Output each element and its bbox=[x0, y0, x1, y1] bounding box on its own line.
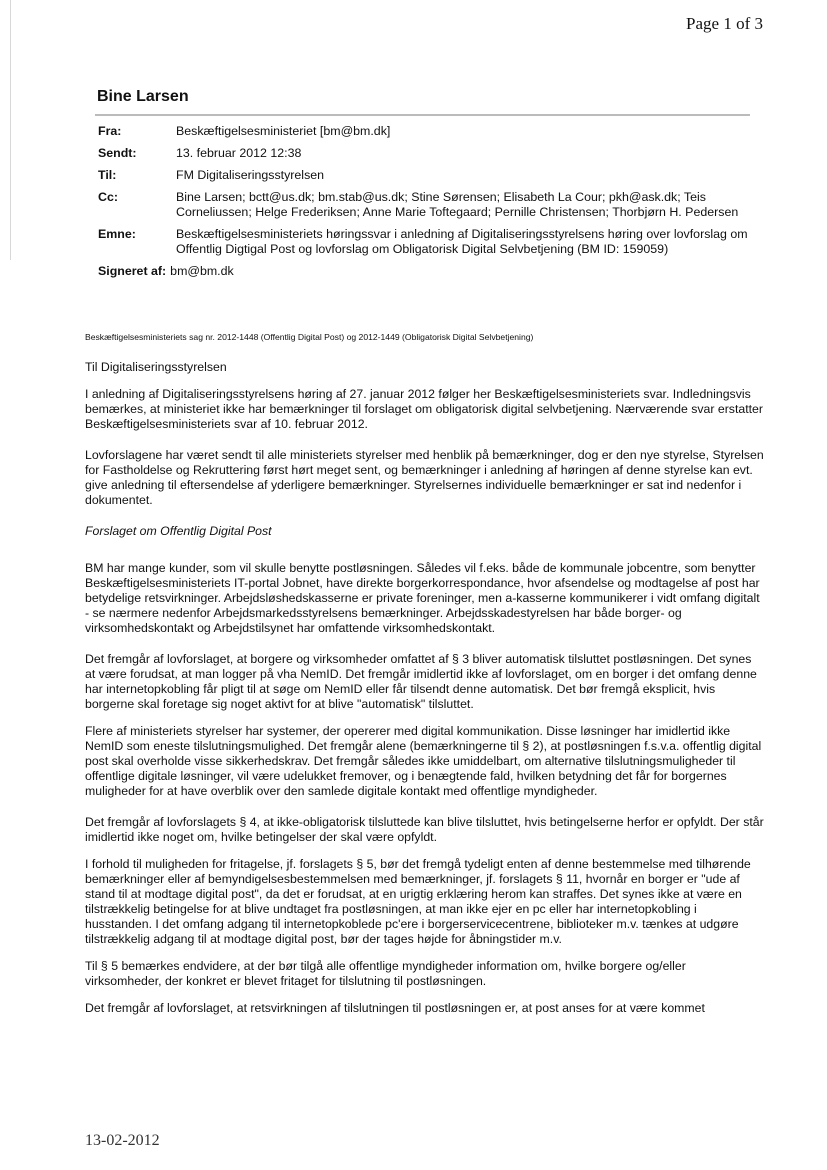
header-row-subject bbox=[98, 227, 758, 257]
header-row-from bbox=[98, 124, 758, 139]
cc-value: Bine Larsen; bctt@us.dk; bm.stab@us.dk; Stine Sørensen; Elisabeth La Cour; pkh@ask.dk; Teis Corneliussen; Helge Frederiksen; Anne Marie Toftegaard; Pernille Christensen; Thorbjørn H. Pedersen bbox=[176, 190, 739, 219]
cc-label: Cc: bbox=[98, 190, 118, 204]
paragraph: Flere af ministeriets styrelser har systemer, der opererer med digital kommunikation. Disse løsninger har imidlertid ikke NemID som eneste tilslutningsmulighed. Det fremgår alene (bemærkningerne til § 2), at postløsningen f.s.v.a. offentlig digital post skal overholde visse sikkerhedskrav. Det fremgår således ikke umiddelbart, om alternative tilslutningsmuligheder til offentlige digitale løsninger, vil være udelukket fremover, og i benægtende fald, hvilken betydning det får for borgernes muligheder for at have overblik over den samlede digitale kontakt med offentlige myndigheder. bbox=[85, 724, 762, 798]
paragraph: Det fremgår af lovforslaget, at borgere og virksomheder omfattet af § 3 bliver automatisk tilsluttet postløsningen. Det synes at være forudsat, at man logger på vha NemID. Det fremgår imidlertid ikke af lovforslaget, om en borger i det omfang denne har internetopkobling får pligt til at søge om NemID eller får tilsendt denne automatisk. Det bør fremgå eksplicit, hvis borgerne skal foretage sig noget aktivt for at blive "automatisk" tilsluttet. bbox=[85, 652, 757, 711]
page-number: Page 1 of 3 bbox=[686, 14, 763, 33]
header-row-to bbox=[98, 168, 758, 183]
header-row-sent bbox=[98, 146, 758, 161]
case-reference: Beskæftigelsesministeriets sag nr. 2012-1448 (Offentlig Digital Post) og 2012-1449 (Obligatorisk Digital Selvbetjening) bbox=[85, 332, 534, 342]
paragraph: I forhold til muligheden for fritagelse, jf. forslagets § 5, bør det fremgå tydeligt enten af denne bestemmelse med tilhørende bemærkninger eller af bemyndigelsesbestemmelsen med bemærkninger, jf. forslagets § 11, hvornår en borger er "ude af stand til at modtage digital post", da det er forudsat, at en urigtig erklæring herom kan straffes. Det synes ikke at være en tilstrækkelig betingelse for at blive undtaget fra postløsningen, at man ikke ejer en pc eller har internetopkobling i husstanden. I det omfang adgang til internetopkoblede pc'ere i borgerservicecentrene, biblioteker m.v. tænkes at udgøre tilstrækkelig adgang til at modtage digital post, bør der tages højde for åbningstider m.v. bbox=[85, 857, 751, 946]
signed-label: Signeret af: bbox=[98, 264, 167, 278]
footer-date: 13-02-2012 bbox=[85, 1132, 160, 1149]
sent-value: 13. februar 2012 12:38 bbox=[176, 146, 302, 160]
sent-label: Sendt: bbox=[98, 146, 137, 160]
from-value: Beskæftigelsesministeriet [bm@bm.dk] bbox=[176, 124, 391, 138]
paragraph: Til § 5 bemærkes endvidere, at der bør tilgå alle offentlige myndigheder information om, hvilke borgere og/eller virksomheder, der konkret er blevet fritaget for tilslutning til postløsningen. bbox=[85, 959, 686, 988]
paragraph: Det fremgår af lovforslagets § 4, at ikke-obligatorisk tilsluttede kan blive tilsluttet, hvis betingelserne herfor er opfyldt. Der står imidlertid ikke noget om, hvilke betingelser der skal være opfyldt. bbox=[85, 815, 764, 844]
signed-value: bm@bm.dk bbox=[170, 264, 234, 278]
header-row-cc bbox=[98, 190, 758, 220]
subject-label: Emne: bbox=[98, 227, 136, 241]
salutation: Til Digitaliseringsstyrelsen bbox=[85, 360, 227, 374]
to-value: FM Digitaliseringsstyrelsen bbox=[176, 168, 325, 182]
scan-edge-line bbox=[10, 0, 11, 260]
email-header bbox=[98, 124, 758, 286]
paragraph: Lovforslagene har været sendt til alle ministeriets styrelser med henblik på bemærkninger, dog er den nye styrelse, Styrelsen for Fastholdelse og Rekruttering først hørt meget sent, og bemærkninger i anledning af høringen af denne styrelse kan evt. give anledning til eftersendelse af yderligere bemærkninger. Styrelsernes individuelle bemærkninger er sat ind nedenfor i dokumentet. bbox=[85, 448, 764, 507]
subject-value: Beskæftigelsesministeriets høringssvar i anledning af Digitaliseringsstyrelsens høring over lovforslag om Offentlig Digtigal Post og lovforslag om Obligatorisk Digital Selvbetjening (BM ID: 159059) bbox=[176, 227, 748, 256]
paragraph: Det fremgår af lovforslaget, at retsvirkningen af tilslutningen til postløsningen er, at post anses for at være kommet bbox=[85, 1001, 705, 1015]
header-row-signed bbox=[98, 264, 758, 279]
header-divider bbox=[95, 114, 750, 116]
section-title: Forslaget om Offentlig Digital Post bbox=[85, 524, 272, 538]
from-label: Fra: bbox=[98, 124, 122, 138]
letter-body bbox=[85, 360, 765, 1032]
paragraph: I anledning af Digitaliseringsstyrelsens høring af 27. januar 2012 følger her Beskæftigelsesministeriets svar. Indledningsvis bemærkes, at ministeriet ikke har bemærkninger til forslaget om obligatorisk digital selvbetjening. Nærværende svar erstatter Beskæftigelsesministeriets svar af 10. februar 2012. bbox=[85, 387, 763, 431]
sender-name: Bine Larsen bbox=[97, 88, 189, 105]
paragraph: BM har mange kunder, som vil skulle benytte postløsningen. Således vil f.eks. både de kommunale jobcentre, som benytter Beskæftigelsesministeriets IT-portal Jobnet, have direkte borgerkorrespondance, hvor afsendelse og modtagelse af post har betydelige retsvirkninger. Arbejdsløshedskasserne er private foreninger, men a-kasserne kommunikerer i vidt omfang digitalt - se nærmere nedenfor Arbejdsmarkedsstyrelsens bemærkninger. Arbejdsskadestyrelsen har både borger- og virksomhedskontakt og Arbejdstilsynet har omfattende virksomhedskontakt. bbox=[85, 561, 760, 635]
to-label: Til: bbox=[98, 168, 117, 182]
